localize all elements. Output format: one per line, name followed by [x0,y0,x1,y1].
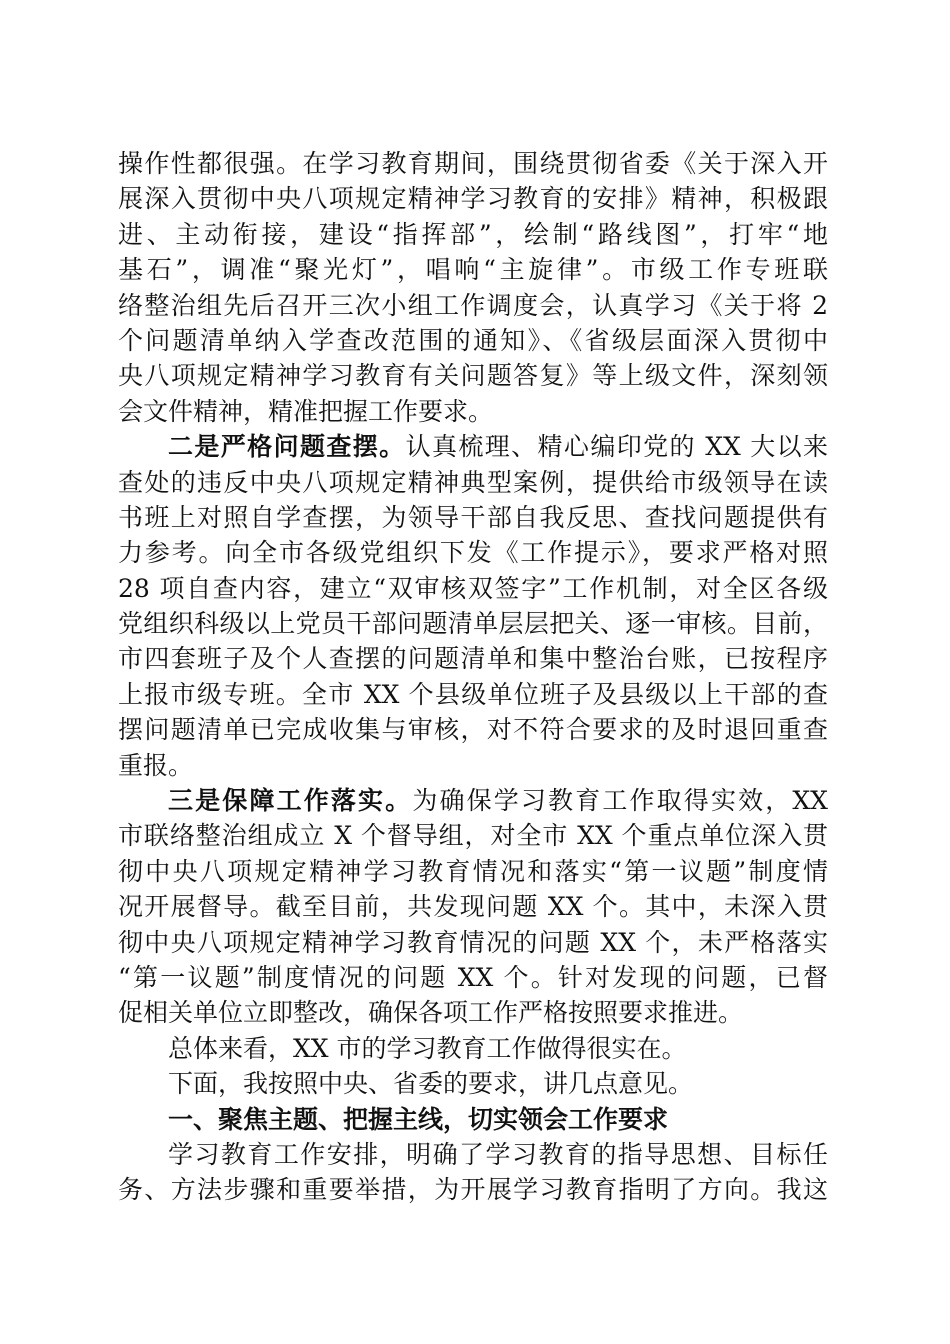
lead-text: 为确保学习教育工作取得实效，XX [412,786,828,816]
section-heading: 一、聚焦主题、把握主线，切实领会工作要求 [168,1104,669,1134]
text-line: 力参考。向全市各级党组织下发《工作提示》，要求严格对照 [118,538,828,568]
paragraph-4: 总体来看，XX 市的学习教育工作做得很实在。 [168,1033,687,1063]
paragraph-1 [118,146,828,429]
paragraph-3 [118,783,828,1031]
text-line: 书班上对照自学查摆，为领导干部自我反思、查找问题提供有 [118,502,828,532]
text-line: 络整治组先后召开三次小组工作调度会，认真学习《关于将 2 [118,290,828,320]
text-line: 市联络整治组成立 X 个督导组，对全市 XX 个重点单位深入贯 [118,821,828,851]
text-line: 央八项规定精神学习教育有关问题答复》等上级文件，深刻领 [118,361,828,391]
lead-text: 认真梳理、精心编印党的 XX 大以来 [405,432,828,462]
text-line [118,429,828,464]
text-line: 摆问题清单已完成收集与审核，对不符合要求的及时退回重查 [118,715,828,745]
text-line: 务、方法步骤和重要举措，为开展学习教育指明了方向。我这 [118,1175,828,1205]
lead-phrase: 二是严格问题查摆。 [168,432,406,462]
text-line: 党组织科级以上党员干部问题清单层层把关、逐一审核。目前， [118,609,828,639]
text-line: 市四套班子及个人查摆的问题清单和集中整治台账，已按程序 [118,644,828,674]
text-line: 28 项自查内容，建立“双审核双签字”工作机制，对全区各级 [118,573,828,603]
text-line: 彻中央八项规定精神学习教育情况的问题 XX 个，未严格落实 [118,927,828,957]
paragraph-6 [118,1137,828,1208]
lead-phrase: 三是保障工作落实。 [168,786,413,816]
text-line: 重报。 [118,750,194,780]
text-line: 促相关单位立即整改，确保各项工作严格按照要求推进。 [118,998,744,1028]
paragraph-2 [118,429,828,783]
text-line: 进、主动衔接，建设“指挥部”，绘制“路线图”，打牢“地 [118,219,828,249]
text-line: 操作性都很强。在学习教育期间，围绕贯彻省委《关于深入开 [118,149,828,178]
text-line: 况开展督导。截至目前，共发现问题 XX 个。其中，未深入贯 [118,892,828,922]
text-line: 会文件精神，精准把握工作要求。 [118,396,494,426]
text-line: 上报市级专班。全市 XX 个县级单位班子及县级以上干部的查 [118,679,828,709]
text-line: “第一议题”制度情况的问题 XX 个。针对发现的问题，已督 [118,962,828,992]
paragraph-5: 下面，我按照中央、省委的要求，讲几点意见。 [168,1069,694,1099]
document-page [118,146,828,1208]
text-line [118,783,828,818]
text-line: 个问题清单纳入学查改范围的通知》、《省级层面深入贯彻中 [118,325,828,355]
text-line: 学习教育工作安排，明确了学习教育的指导思想、目标任 [168,1139,828,1169]
text-line: 查处的违反中央八项规定精神典型案例，提供给市级领导在读 [118,467,828,497]
text-line: 基石”，调准“聚光灯”，唱响“主旋律”。市级工作专班联 [118,255,828,285]
text-line: 彻中央八项规定精神学习教育情况和落实“第一议题”制度情 [118,856,828,886]
text-line: 展深入贯彻中央八项规定精神学习教育的安排》精神，积极跟 [118,184,828,214]
